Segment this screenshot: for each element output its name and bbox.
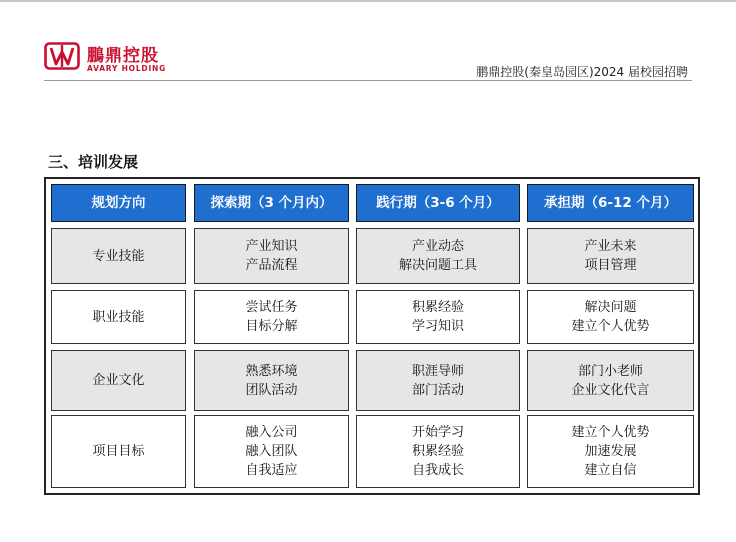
table-cell — [194, 415, 349, 488]
cell-line: 熟悉环境 — [245, 363, 298, 379]
cell-line: 建立个人优势 — [571, 425, 650, 440]
table-cell — [194, 228, 349, 284]
cell-line: 部门活动 — [411, 382, 464, 398]
cell-line: 融入团队 — [245, 444, 298, 459]
cell-line: 开始学习 — [411, 425, 464, 440]
column-header: 探索期（3 个月内） — [194, 184, 349, 222]
table-cell — [356, 290, 520, 344]
row-label: 专业技能 — [51, 228, 186, 284]
cell-line: 企业文化代言 — [571, 382, 650, 398]
table-cell — [527, 415, 694, 488]
cell-line: 产业未来 — [584, 239, 637, 254]
cell-line: 产品流程 — [245, 258, 298, 273]
table-cell — [527, 228, 694, 284]
avary-logo-icon — [44, 42, 80, 70]
row-label: 职业技能 — [51, 290, 186, 344]
table-cell — [356, 228, 520, 284]
section-title: 三、培训发展 — [48, 153, 139, 171]
cell-line: 尝试任务 — [245, 300, 298, 315]
page-header-title: 鹏鼎控股(秦皇岛园区)2024 届校园招聘 — [476, 65, 688, 79]
column-header: 规划方向 — [51, 184, 186, 222]
cell-line: 职涯导师 — [411, 363, 464, 379]
row-label: 企业文化 — [51, 350, 186, 411]
table-cell — [527, 290, 694, 344]
cell-line: 部门小老师 — [577, 363, 643, 379]
row-label: 项目目标 — [51, 415, 186, 488]
cell-line: 目标分解 — [245, 319, 298, 334]
cell-line: 建立个人优势 — [571, 319, 650, 334]
cell-line: 自我适应 — [245, 463, 298, 478]
header-divider — [44, 80, 692, 81]
top-border — [0, 0, 736, 2]
cell-line: 学习知识 — [411, 319, 464, 334]
cell-line: 项目管理 — [584, 258, 637, 273]
cell-line: 解决问题 — [584, 300, 637, 315]
column-header: 承担期（6-12 个月） — [527, 184, 694, 222]
cell-line: 产业知识 — [245, 239, 298, 254]
company-logo — [44, 40, 204, 78]
table-cell — [194, 290, 349, 344]
table-cell — [356, 415, 520, 488]
logo-chinese-name: 鵬鼎控股 — [87, 46, 159, 66]
table-cell — [356, 350, 520, 411]
column-header: 践行期（3-6 个月） — [356, 184, 520, 222]
logo-english-name: AVARY HOLDING — [87, 64, 167, 73]
table-cell — [527, 350, 694, 411]
cell-line: 解决问题工具 — [398, 258, 477, 273]
cell-line: 建立自信 — [584, 463, 637, 478]
table-cell — [194, 350, 349, 411]
cell-line: 产业动态 — [411, 239, 464, 254]
cell-line: 积累经验 — [411, 300, 464, 315]
training-development-table — [44, 177, 700, 495]
cell-line: 加速发展 — [584, 444, 637, 459]
cell-line: 自我成长 — [411, 463, 464, 478]
cell-line: 融入公司 — [245, 425, 298, 440]
cell-line: 团队活动 — [245, 382, 298, 398]
cell-line: 积累经验 — [411, 444, 464, 459]
